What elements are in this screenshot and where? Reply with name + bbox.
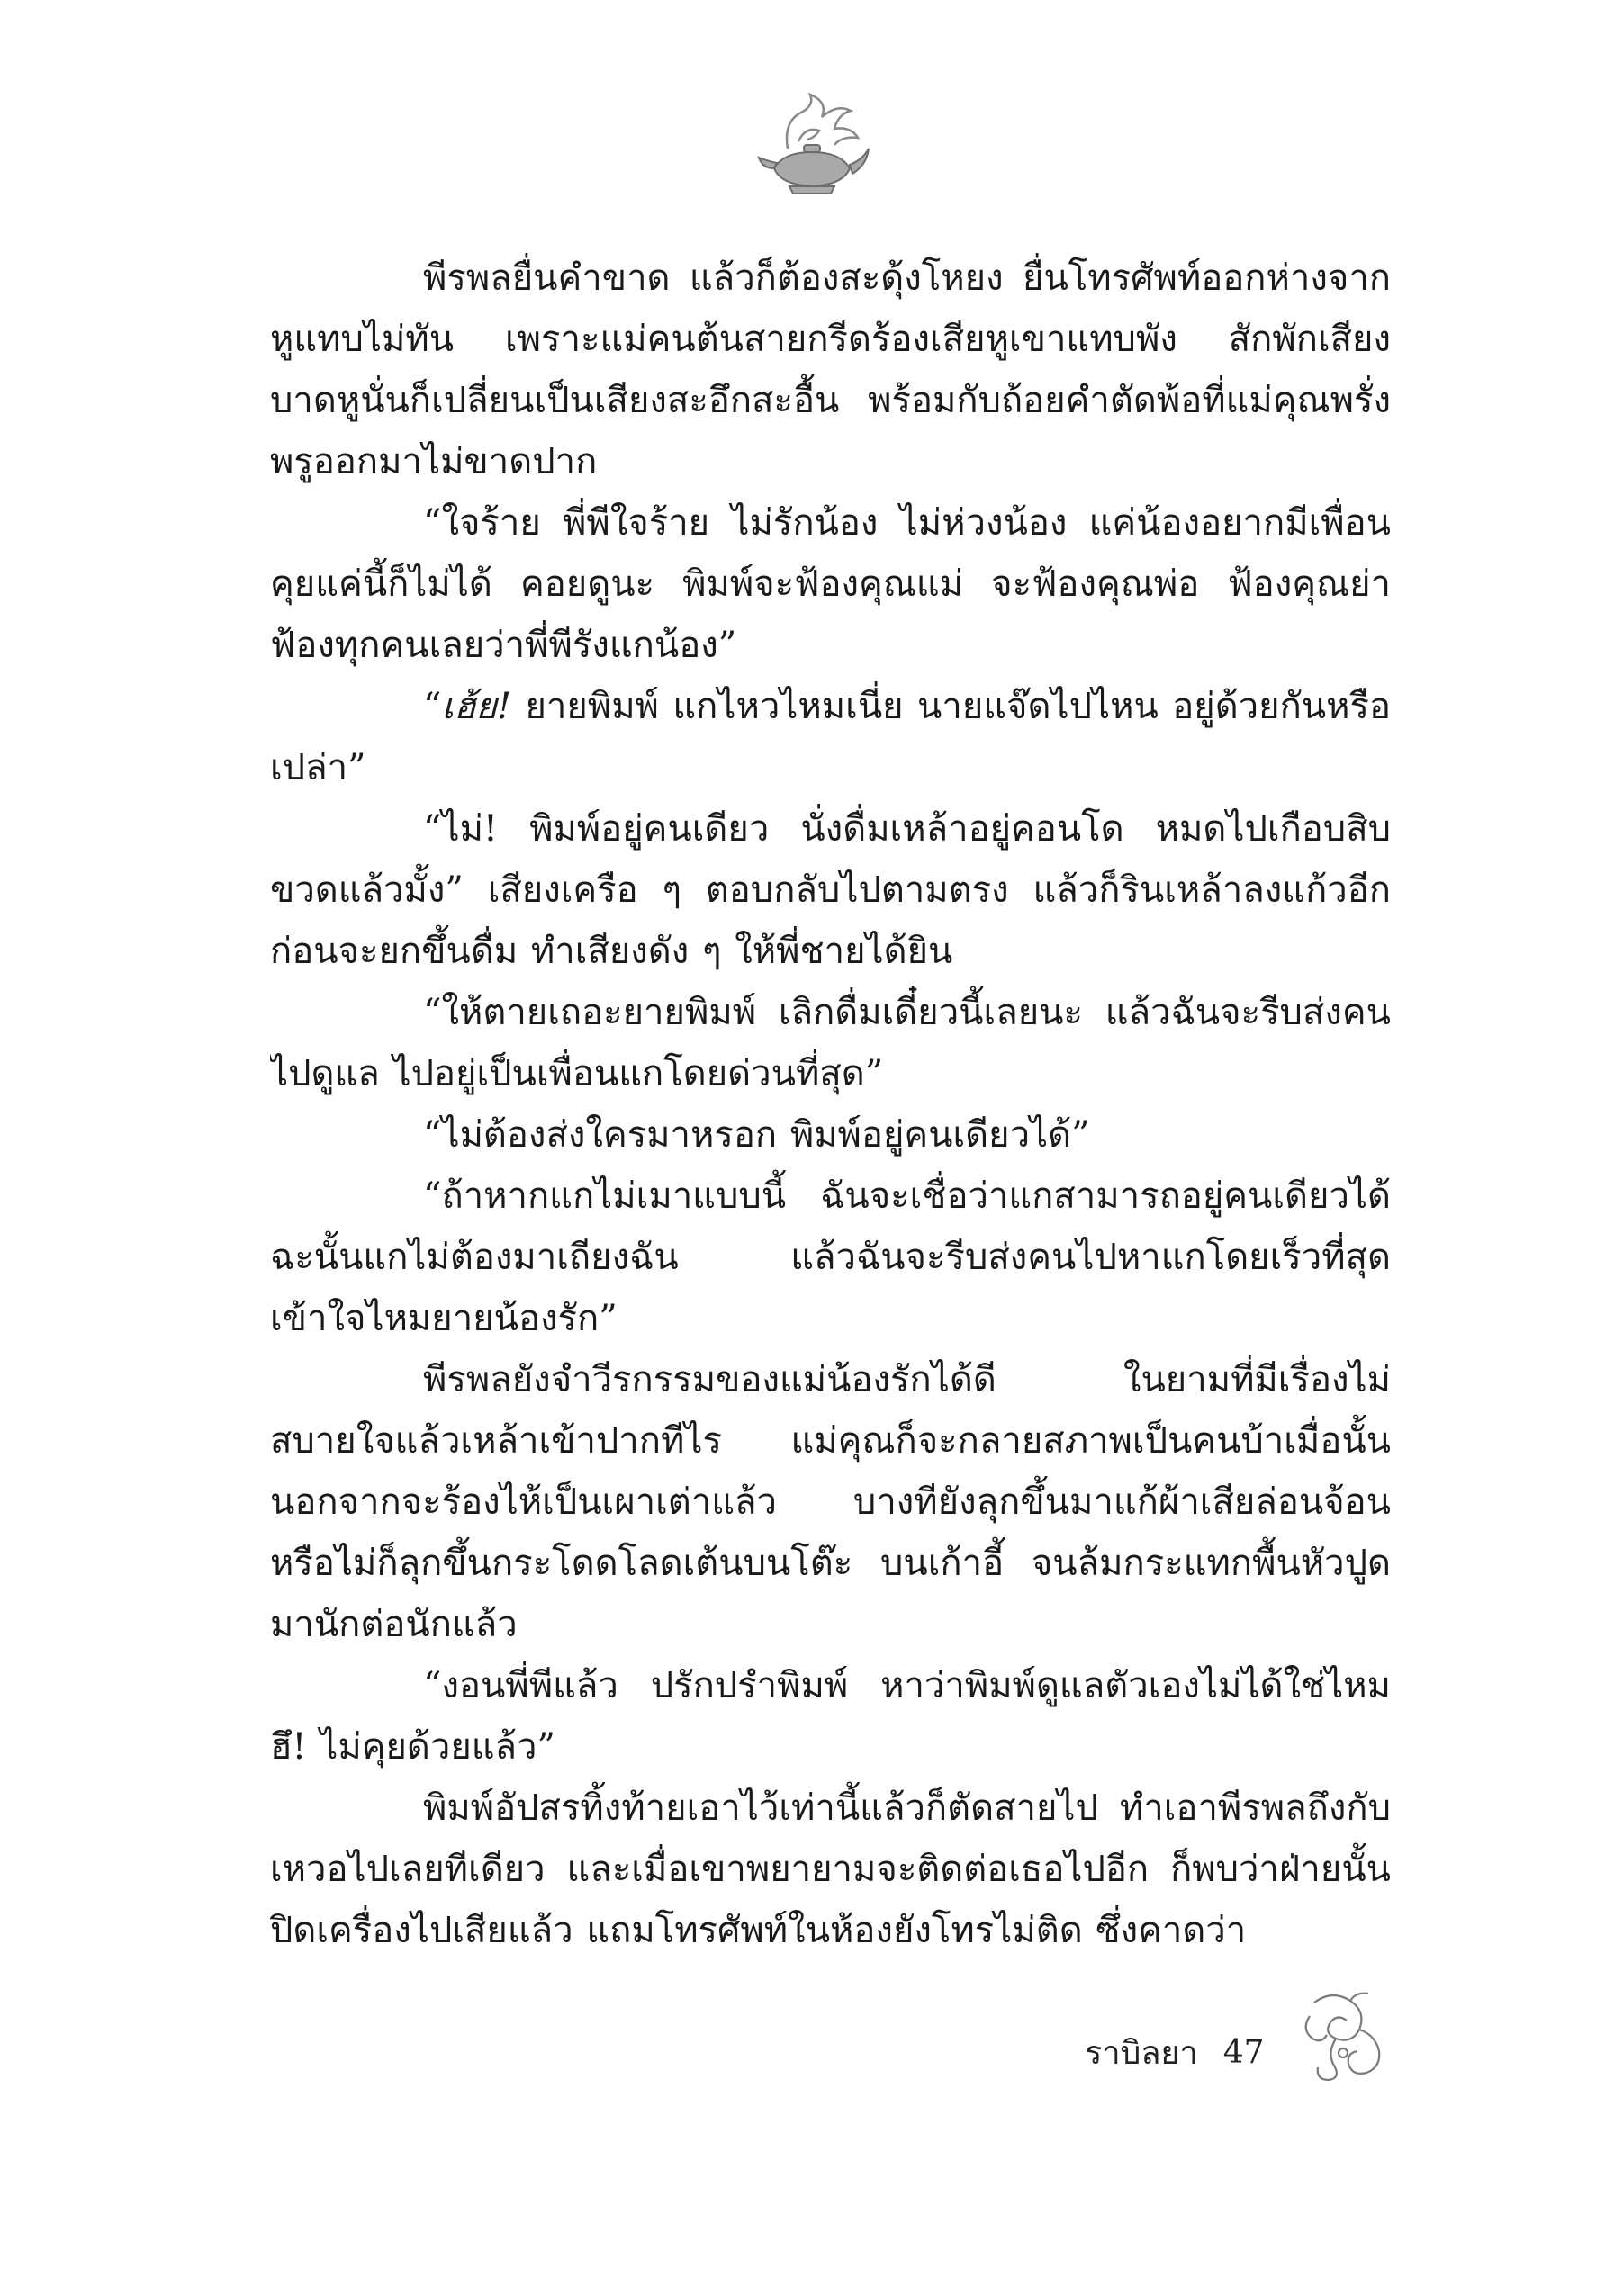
teapot-ornament-icon <box>752 86 873 207</box>
paragraph: พีรพลยังจำวีรกรรมของแม่น้องรักได้ดี ในยามที่มีเรื่องไม่สบายใจแล้วเหล้าเข้าปากทีไร แม่คุณก็จะกลายสภาพเป็นคนบ้าเมื่อนั้น นอกจากจะร้องไห้เป็นเผาเต่าแล้ว บางทียังลุกขึ้นมาแก้ผ้าเสียล่อนจ้อน หรือไม่ก็ลุกขึ้นกระโดดโลดเต้นบนโต๊ะ บนเก้าอี้ จนล้มกระแทกพื้นหัวปูดมานักต่อนักแล้ว <box>270 1359 1391 1645</box>
paragraph: “ไม่ต้องส่งใครมาหรอก พิมพ์อยู่คนเดียวได้” <box>423 1114 1090 1156</box>
open-quote: “ <box>423 686 442 727</box>
body-text <box>270 248 1391 1998</box>
paragraph: “ไม่! พิมพ์อยู่คนเดียว นั่งดื่มเหล้าอยู่คอนโด หมดไปเกือบสิบขวดแล้วมั้ง” เสียงเครือ ๆ ตอบกลับไปตามตรง แล้วก็รินเหล้าลงแก้วอีก ก่อนจะยกขึ้นดื่ม ทำเสียงดัง ๆ ให้พี่ชายได้ยิน <box>270 808 1391 972</box>
page-number: 47 <box>1222 2033 1265 2071</box>
paragraph: “ถ้าหากแกไม่เมาแบบนี้ ฉันจะเชื่อว่าแกสามารถอยู่คนเดียวได้ ฉะนั้นแกไม่ต้องมาเถียงฉัน แล้วฉันจะรีบส่งคนไปหาแกโดยเร็วที่สุด เข้าใจไหมยายน้องรัก” <box>270 1175 1391 1339</box>
floral-ornament-icon <box>1296 1985 1386 2084</box>
paragraph-rest: ยายพิมพ์ แกไหวไหมเนี่ย นายแจ๊ดไปไหน อยู่ด้วยกันหรือเปล่า” <box>270 686 1391 788</box>
paragraph: พีรพลยื่นคำขาด แล้วก็ต้องสะดุ้งโหยง ยื่นโทรศัพท์ออกห่างจากหูแทบไม่ทัน เพราะแม่คนต้นสายกรีดร้องเสียหูเขาแทบพัง สักพักเสียงบาดหูนั่นก็เปลี่ยนเป็นเสียงสะอึกสะอื้น พร้อมกับถ้อยคำตัดพ้อที่แม่คุณพรั่งพรูออกมาไม่ขาดปาก <box>270 257 1391 482</box>
emphasized-exclamation: เฮ้ย! <box>441 686 512 727</box>
paragraph: “ใจร้าย พี่พีใจร้าย ไม่รักน้อง ไม่ห่วงน้อง แค่น้องอยากมีเพื่อนคุยแค่นี้ก็ไม่ได้ คอยดูนะ พิมพ์จะฟ้องคุณแม่ จะฟ้องคุณพ่อ ฟ้องคุณย่า ฟ้องทุกคนเลยว่าพี่พีรังแกน้อง” <box>270 502 1391 666</box>
running-title: ราบิลยา <box>1085 2034 1198 2072</box>
page-footer <box>1085 2025 1265 2079</box>
paragraph <box>270 676 1391 798</box>
paragraph: พิมพ์อัปสรทิ้งท้ายเอาไว้เท่านี้แล้วก็ตัดสายไป ทำเอาพีรพลถึงกับเหวอไปเลยทีเดียว และเมื่อเขาพยายามจะติดต่อเธอไปอีก ก็พบว่าฝ่ายนั้นปิดเครื่องไปเสียแล้ว แถมโทรศัพท์ในห้องยังโทรไม่ติด ซึ่งคาดว่า <box>270 1787 1391 1951</box>
paragraph: “งอนพี่พีแล้ว ปรักปรำพิมพ์ หาว่าพิมพ์ดูแลตัวเองไม่ได้ใช่ไหม ฮึ! ไม่คุยด้วยแล้ว” <box>270 1665 1391 1768</box>
paragraph: “ให้ตายเถอะยายพิมพ์ เลิกดื่มเดี๋ยวนี้เลยนะ แล้วฉันจะรีบส่งคนไปดูแล ไปอยู่เป็นเพื่อนแกโดยด่วนที่สุด” <box>270 992 1391 1094</box>
